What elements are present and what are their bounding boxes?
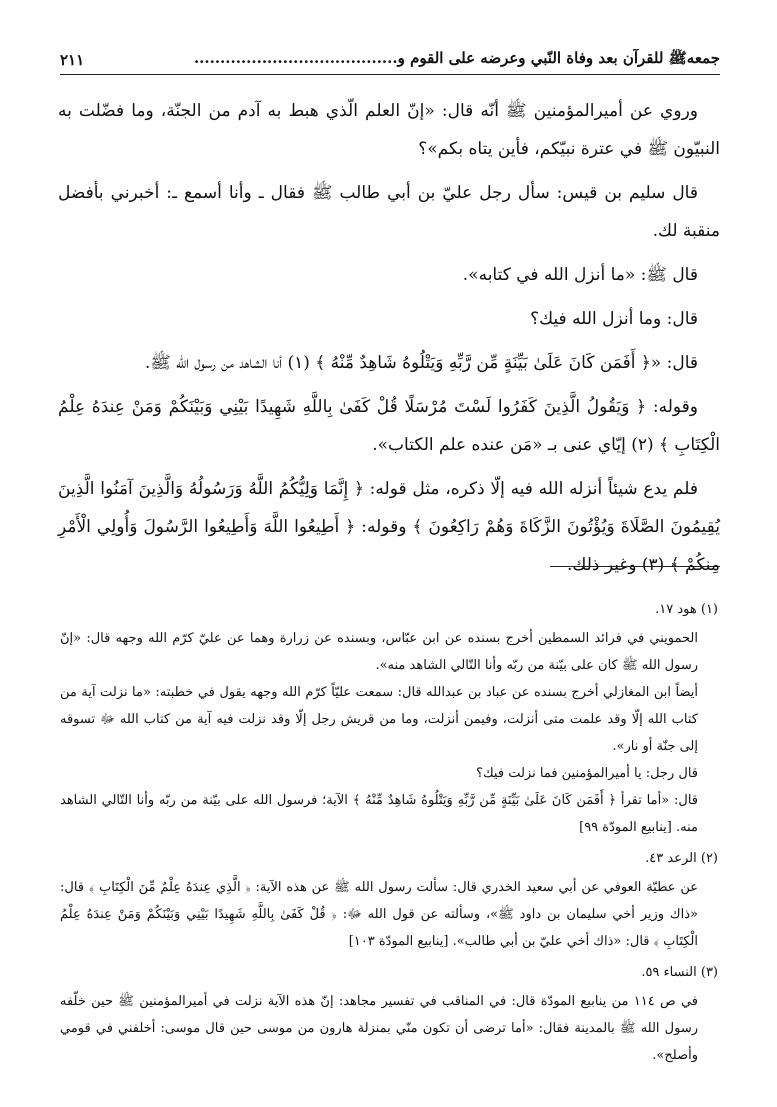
footnote-separator <box>550 566 720 567</box>
footnote-label: (٢) الرعد ٤٣. <box>645 851 718 866</box>
footnotes <box>60 596 720 1073</box>
footnote-paragraph: قال رجل: يا أميرالمؤمنين فما نزلت فيك؟ <box>476 766 698 781</box>
paragraph: قال ﷺ: «ما أنزل الله في كتابه». <box>462 265 698 285</box>
paragraph: قال: وما أنزل الله فيك؟ <box>530 309 698 329</box>
footnote-body <box>60 625 698 841</box>
footnote-paragraph: أيضاً ابن المغازلي أخرج بسنده عن عباد بن عبدالله قال: سمعت عليّاً كرّم الله وجهه يقول في خطبته: «ما نزلت آية من كتاب الله إلّا وقد علمت متى أنزلت، وفيمن أنزلت، وما من قريش رجل إلّا وقد نزلت فيه آية من كتاب الله ﷻ تسوقه إلى جنّة أو نار». <box>60 685 698 754</box>
paragraph: قال سليم بن قيس: سأل رجل عليّ بن أبي طالب ﷺ فقال ـ وأنا أسمع ـ: أخبرني بأفضل منقبة لك. <box>58 183 720 241</box>
paragraph: وروي عن أميرالمؤمنين ﷺ أنّه قال: «إنّ العلم الّذي هبط به آدم من الجنّة، وما فضّلت به النبيّون ﷺ في عترة نبيّكم، فأين يتاه بكم»؟ <box>58 101 720 159</box>
main-text <box>58 92 720 590</box>
footnote-label: (١) هود ١٧. <box>655 602 718 617</box>
paragraph: فلم يدع شيئاً أنزله الله فيه إلّا ذكره، مثل قوله: ﴿ إِنَّمَا وَلِيُّكُمُ اللَّهُ وَرَسُولُهُ وَالَّذِينَ آمَنُوا الَّذِينَ يُقِيمُونَ الصَّلَاةَ وَيُؤْتُونَ الزَّكَاةَ وَهُمْ رَاكِعُونَ ﴾ وقوله: ﴿ أَطِيعُوا اللَّهَ وَأَطِيعُوا الرَّسُولَ وَأُولِي الْأَمْرِ مِنكُمْ ﴾ (٣) وغير ذلك. <box>58 479 720 575</box>
footnote-label: (٣) النساء ٥٩. <box>641 965 718 980</box>
paragraph: قال: «﴿ أَفَمَن كَانَ عَلَىٰ بَيِّنَةٍ مِّن رَّبِّهِ وَيَتْلُوهُ شَاهِدٌ مِّنْهُ ﴾ (١) أنا الشاهد من رسول الله ﷺ. <box>144 353 698 373</box>
footnote-paragraph: الحمويني في فرائد السمطين أخرج بسنده عن ابن عبّاس، وبسنده عن زرارة وهما عن عليّ كرّم الله وجهه قال: «إنّ رسول الله ﷺ كان على بيّنة من ربّه وأنا التّالي الشاهد منه». <box>60 631 698 673</box>
running-header <box>60 46 720 75</box>
footnote-body <box>60 874 698 955</box>
footnote-body <box>60 988 698 1069</box>
header-title: جمعهﷺ للقرآن بعد وفاة النّبي وعرضه على القوم و....................................... <box>193 49 720 67</box>
page-number: ٢١١ <box>60 51 85 69</box>
footnote-paragraph: عن عطيّة العوفي عن أبي سعيد الخدري قال: سألت رسول الله ﷺ عن هذه الآية: ﴿ الَّذِي عِندَهُ عِلْمٌ مِّنَ الْكِتَابِ ﴾ قال: «ذاك وزير أخي سليمان بن داود ﷺ»، وسألته عن قول الله ﷻ: ﴿ قُلْ كَفَىٰ بِاللَّهِ شَهِيدًا بَيْنِي وَبَيْنَكُمْ وَمَنْ عِندَهُ عِلْمُ الْكِتَابِ ﴾ قال: «ذاك أخي عليّ بن أبي طالب». [ينابيع المودّة ١٠٣] <box>60 880 698 949</box>
paragraph: وقوله: ﴿ وَيَقُولُ الَّذِينَ كَفَرُوا لَسْتَ مُرْسَلًا قُلْ كَفَىٰ بِاللَّهِ شَهِيدًا بَيْنِي وَبَيْنَكُمْ وَمَنْ عِندَهُ عِلْمُ الْكِتَابِ ﴾ (٢) إيّاي عنى بـ «مَن عنده علم الكتاب». <box>58 397 720 455</box>
footnote-paragraph: قال: «أما تقرأ ﴿ أَفَمَن كَانَ عَلَىٰ بَيِّنَةٍ مِّن رَّبِّهِ وَيَتْلُوهُ شَاهِدٌ مِّنْهُ ﴾ الآية؛ فرسول الله على بيّنة من ربّه وأنا التّالي الشاهد منه. [ينابيع المودّة ٩٩] <box>60 793 698 835</box>
footnote-paragraph: في ص ١١٤ من ينابيع المودّة قال: في المناقب في تفسير مجاهد: إنّ هذه الآية نزلت في أميرالمؤمنين ﷺ حين خلّفه رسول الله ﷺ بالمدينة فقال: «أما ترضى أن تكون منّي بمنزلة هارون من موسى حين قال موسى: أخلفني في قومي وأصلح». <box>60 994 698 1063</box>
